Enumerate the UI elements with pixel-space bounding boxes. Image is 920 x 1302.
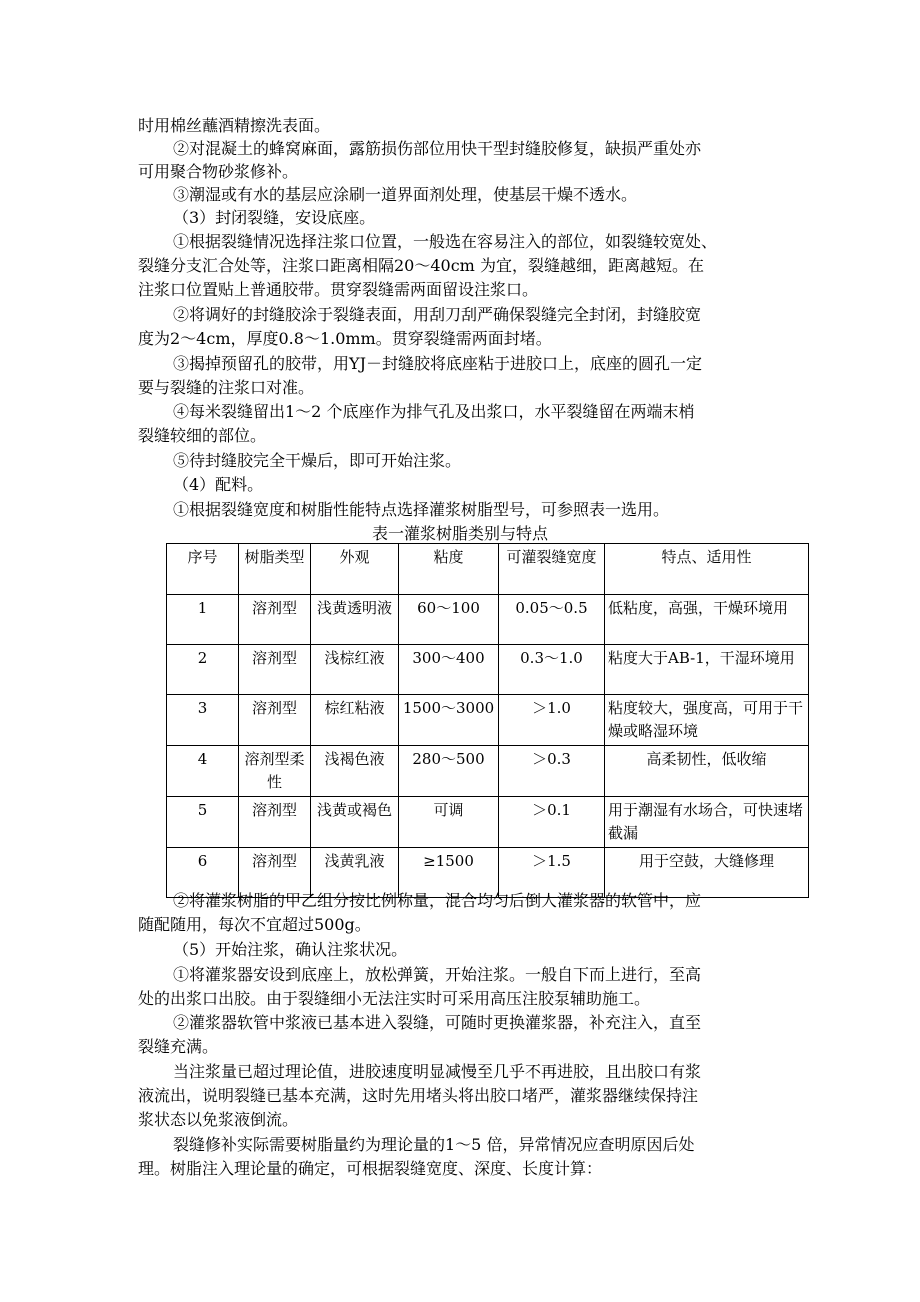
table-caption: 表一灌浆树脂类别与特点 (371, 524, 548, 543)
cell-appearance: 棕红粘液 (311, 695, 399, 746)
paragraph-line: 裂缝修补实际需要树脂量约为理论量的1～5 倍，异常情况应查明原因后处 (173, 1135, 695, 1154)
table-row (167, 848, 809, 898)
cell-width: 0.05～0.5 (499, 595, 605, 645)
paragraph-line: 裂缝较细的部位。 (138, 426, 267, 445)
paragraph-line: ②将调好的封缝胶涂于裂缝表面，用刮刀刮严确保裂缝完全封闭，封缝胶宽 (173, 305, 702, 324)
cell-viscosity: 可调 (399, 797, 499, 848)
paragraph-line: ⑤待封缝胶完全干燥后，即可开始注浆。 (173, 451, 462, 470)
cell-type: 溶剂型 (239, 645, 311, 695)
cell-index: 5 (167, 797, 239, 848)
paragraph-line: 随配随用，每次不宜超过500g。 (138, 915, 371, 934)
section-heading: （4）配料。 (173, 475, 264, 494)
paragraph-line: ②灌浆器软管中浆液已基本进入裂缝，可随时更换灌浆器，补充注入，直至 (173, 1013, 702, 1032)
header-cell: 特点、适用性 (605, 544, 809, 595)
cell-index: 1 (167, 595, 239, 645)
cell-appearance: 浅黄或褐色 (311, 797, 399, 848)
paragraph-line: ②对混凝土的蜂窝麻面，露筋损伤部位用快干型封缝胶修复，缺损严重处亦 (173, 139, 702, 158)
section-heading: （5）开始注浆，确认注浆状况。 (173, 940, 408, 959)
cell-viscosity: 300～400 (399, 645, 499, 695)
paragraph-line: 浆状态以免浆液倒流。 (138, 1110, 299, 1129)
paragraph-line: ①根据裂缝宽度和树脂性能特点选择灌浆树脂型号，可参照表一选用。 (173, 500, 670, 519)
cell-width: 0.3～1.0 (499, 645, 605, 695)
cell-feature: 用于潮湿有水场合，可快速堵截漏 (605, 797, 809, 848)
cell-appearance: 浅棕红液 (311, 645, 399, 695)
table-row (167, 645, 809, 695)
header-cell: 序号 (167, 544, 239, 595)
cell-viscosity: ≥1500 (399, 848, 499, 898)
table-row (167, 797, 809, 848)
paragraph-line: 时用棉丝蘸酒精擦洗表面。 (138, 116, 331, 135)
paragraph-line: 度为2～4cm，厚度0.8～1.0mm。贯穿裂缝需两面封堵。 (138, 329, 552, 348)
paragraph-line: 当注浆量已超过理论值，进胶速度明显减慢至几乎不再进胶，且出胶口有浆 (173, 1062, 702, 1081)
paragraph-line: ③揭掉预留孔的胶带，用YJ－封缝胶将底座粘于进胶口上，底座的圆孔一定 (173, 354, 702, 373)
table-row (167, 695, 809, 746)
cell-index: 2 (167, 645, 239, 695)
cell-type: 溶剂型 (239, 595, 311, 645)
header-cell: 树脂类型 (239, 544, 311, 595)
table-row (167, 746, 809, 797)
paragraph-line: ②将灌浆树脂的甲乙组分按比例称量，混合均匀后倒人灌浆器的软管中，应 (173, 891, 702, 910)
header-cell: 粘度 (399, 544, 499, 595)
cell-index: 6 (167, 848, 239, 898)
paragraph-line: 裂缝充满。 (138, 1037, 219, 1056)
header-cell: 外观 (311, 544, 399, 595)
cell-viscosity: 60～100 (399, 595, 499, 645)
cell-type: 溶剂型 (239, 848, 311, 898)
cell-viscosity: 280～500 (399, 746, 499, 797)
paragraph-line: 理。树脂注入理论量的确定，可根据裂缝宽度、深度、长度计算： (138, 1159, 603, 1178)
paragraph-line: 要与裂缝的注浆口对准。 (138, 378, 315, 397)
cell-feature: 低粘度，高强，干燥环境用 (605, 595, 809, 645)
cell-width: ＞1.5 (499, 848, 605, 898)
cell-feature: 高柔韧性，低收缩 (605, 746, 809, 797)
cell-appearance: 浅褐色液 (311, 746, 399, 797)
paragraph-line: ④每米裂缝留出1～2 个底座作为排气孔及出浆口，水平裂缝留在两端末梢 (173, 402, 695, 421)
cell-index: 3 (167, 695, 239, 746)
cell-appearance: 浅黄乳液 (311, 848, 399, 898)
section-heading: （3）封闭裂缝，安设底座。 (173, 208, 376, 227)
cell-width: ＞1.0 (499, 695, 605, 746)
table-header-row (167, 544, 809, 595)
paragraph-line: ①根据裂缝情况选择注浆口位置，一般选在容易注入的部位，如裂缝较宽处、 (173, 232, 718, 251)
cell-width: ＞0.1 (499, 797, 605, 848)
header-cell: 可灌裂缝宽度 (499, 544, 605, 595)
cell-type: 溶剂型 (239, 695, 311, 746)
cell-viscosity: 1500～3000 (399, 695, 499, 746)
resin-table (166, 543, 809, 898)
cell-type: 溶剂型柔性 (239, 746, 311, 797)
paragraph-line: 处的出浆口出胶。由于裂缝细小无法注实时可采用高压注胶泵辅助施工。 (138, 989, 651, 1008)
cell-feature: 用于空鼓，大缝修理 (605, 848, 809, 898)
paragraph-line: 可用聚合物砂浆修补。 (138, 162, 299, 181)
paragraph-line: ③潮湿或有水的基层应涂刷一道界面剂处理，使基层干燥不透水。 (173, 185, 638, 204)
cell-feature: 粘度大于AB-1，干湿环境用 (605, 645, 809, 695)
paragraph-line: 液流出，说明裂缝已基本充满，这时先用堵头将出胶口堵严，灌浆器继续保持注 (138, 1086, 699, 1105)
paragraph-line: ①将灌浆器安设到底座上，放松弹簧，开始注浆。一般自下而上进行，至高 (173, 965, 702, 984)
paragraph-line: 裂缝分支汇合处等，注浆口距离相隔20～40cm 为宜，裂缝越细，距离越短。在 (138, 256, 704, 275)
table-row (167, 595, 809, 645)
cell-type: 溶剂型 (239, 797, 311, 848)
paragraph-line: 注浆口位置贴上普通胶带。贯穿裂缝需两面留设注浆口。 (138, 280, 539, 299)
cell-width: ＞0.3 (499, 746, 605, 797)
cell-feature: 粘度较大，强度高，可用于干燥或略湿环境 (605, 695, 809, 746)
cell-appearance: 浅黄透明液 (311, 595, 399, 645)
cell-index: 4 (167, 746, 239, 797)
